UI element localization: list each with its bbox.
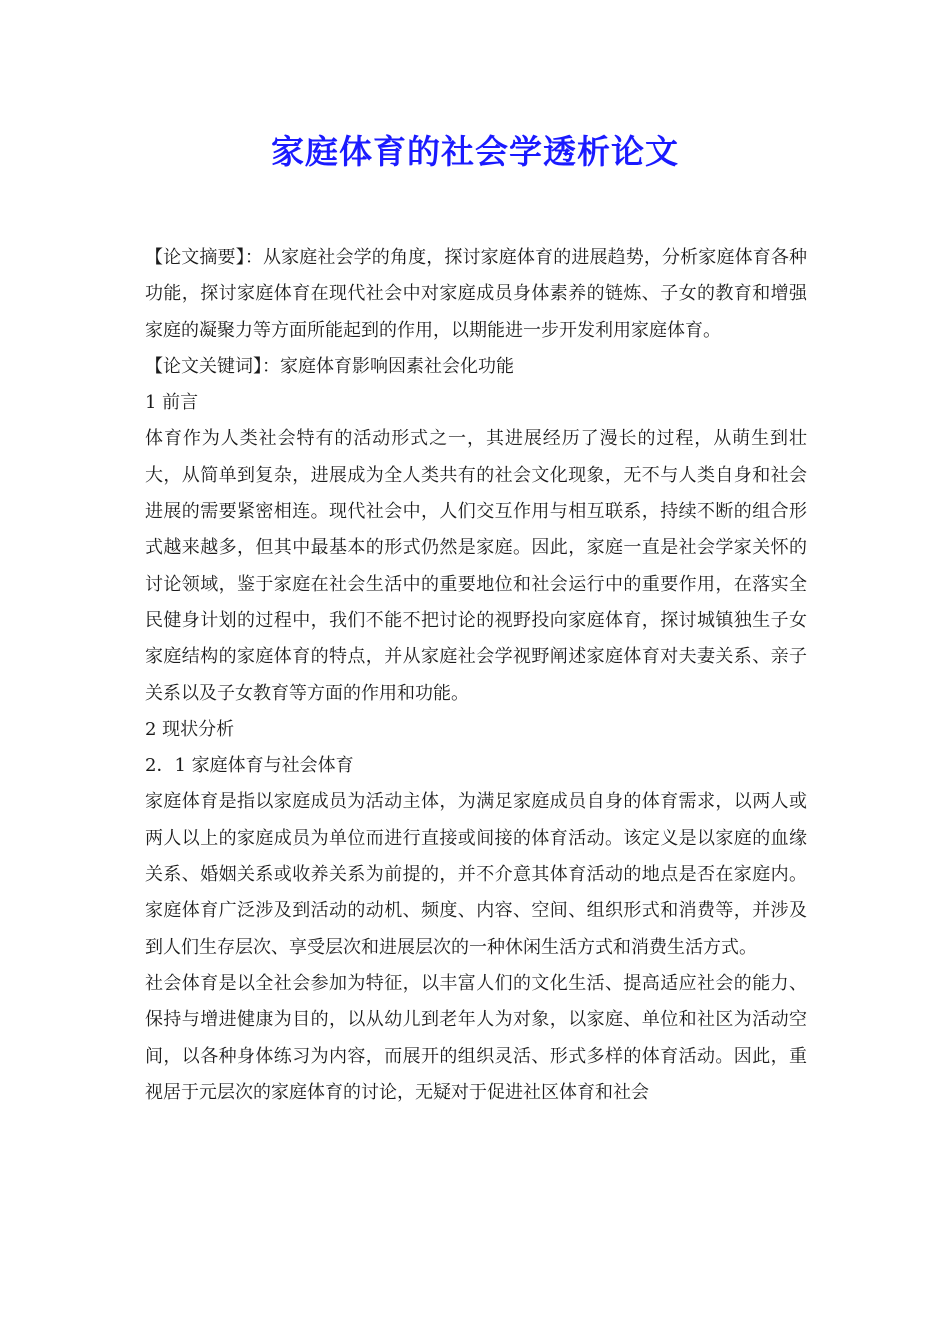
document-title: 家庭体育的社会学透析论文 — [271, 132, 679, 171]
body-paragraph: 社会体育是以全社会参加为特征，以丰富人们的文化生活、提高适应社会的能力、保持与增进健康为目的，以从幼儿到老年人为对象，以家庭、单位和社区为活动空间，以各种身体练习为内容，而展开的组织灵活、形式多样的体育活动。因此，重视居于元层次的家庭体育的讨论，无疑对于促进社区体育和社会 — [145, 972, 807, 1103]
body-paragraph: 家庭体育是指以家庭成员为活动主体，为满足家庭成员自身的体育需求，以两人或两人以上的家庭成员为单位而进行直接或间接的体育活动。该定义是以家庭的血缘关系、婚姻关系或收养关系为前提的，并不介意其体育活动的地点是否在家庭内。家庭体育广泛涉及到活动的动机、频度、内容、空间、组织形式和消费等，并涉及到人们生存层次、享受层次和进展层次的一种休闲生活方式和消费生活方式。 — [145, 791, 807, 958]
keywords-paragraph: 【论文关键词】：家庭体育影响因素社会化功能 — [145, 355, 514, 377]
section-heading-status: 2 现状分析 — [145, 718, 235, 740]
document-body — [145, 240, 807, 1111]
body-paragraph: 体育作为人类社会特有的活动形式之一，其进展经历了漫长的过程，从萌生到壮大，从简单到复杂，进展成为全人类共有的社会文化现象，无不与人类自身和社会进展的需要紧密相连。现代社会中，人们交互作用与相互联系，持续不断的组合形式越来越多，但其中最基本的形式仍然是家庭。因此，家庭一直是社会学家关怀的讨论领域，鉴于家庭在社会生活中的重要地位和社会运行中的重要作用，在落实全民健身计划的过程中，我们不能不把讨论的视野投向家庭体育，探讨城镇独生子女家庭结构的家庭体育的特点，并从家庭社会学视野阐述家庭体育对夫妻关系、亲子关系以及子女教育等方面的作用和功能。 — [145, 428, 807, 704]
section-heading-preface: 1 前言 — [145, 392, 199, 414]
subsection-heading: 2．1 家庭体育与社会体育 — [145, 755, 354, 777]
abstract-paragraph: 【论文摘要】：从家庭社会学的角度，探讨家庭体育的进展趋势，分析家庭体育各种功能，探讨家庭体育在现代社会中对家庭成员身体素养的链炼、子女的教育和增强家庭的凝聚力等方面所能起到的作用，以期能进一步开发利用家庭体育。 — [145, 247, 807, 341]
